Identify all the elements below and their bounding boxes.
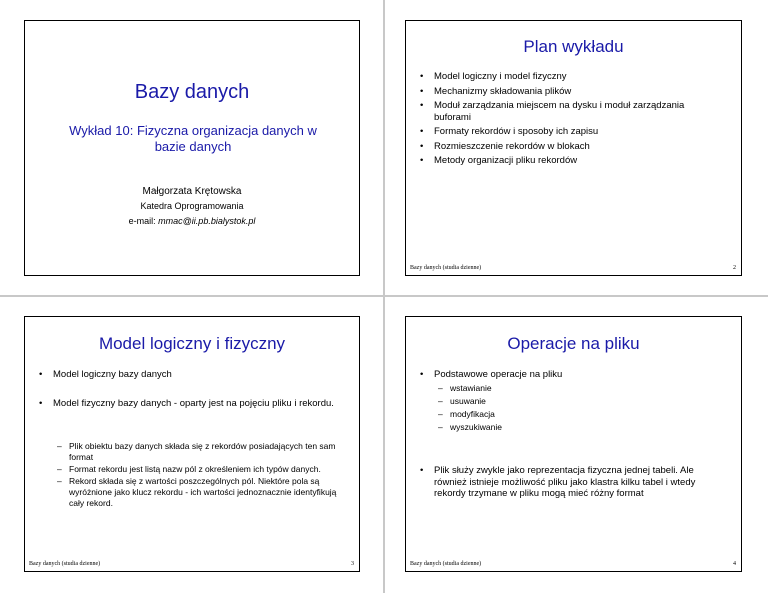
bullet-item: • Mechanizmy składowania plików — [418, 86, 718, 98]
slide-4-title: Operacje na pliku — [507, 334, 640, 353]
slide-1-subtitle: Wykład 10: Fizyczna organizacja danych w bazie danych — [69, 123, 317, 154]
slide-3 — [24, 316, 360, 572]
slide-4-bullet-list-top — [418, 369, 723, 381]
email-address: mmac@ii.pb.bialystok.pl — [158, 216, 256, 226]
author-name: Małgorzata Krętowska — [142, 186, 242, 197]
slide-1-author-block — [25, 184, 359, 229]
bullet-item: • Metody organizacji pliku rekordów — [418, 155, 718, 167]
bullet-item: • Rozmieszczenie rekordów w blokach — [418, 141, 718, 153]
bullet-item: • Model logiczny bazy danych — [37, 369, 337, 381]
slide-4-bullet-list-bottom — [418, 465, 723, 500]
slide-page-number: 3 — [351, 561, 354, 567]
slide-footer: Bazy danych (studia dzienne) — [410, 561, 482, 567]
slide-4 — [405, 316, 742, 572]
slide-page-number: 4 — [733, 561, 736, 567]
subbullet-item: – wyszukiwanie — [434, 422, 714, 433]
subbullet-item: – Rekord składa się z wartości poszczególnych pól. Niektóre pola są wyróżnione jako klucz rekordu - ich wartości jednoznacznie identyfikują cały rekord. — [53, 476, 343, 509]
bullet-item: • Plik służy zwykle jako reprezentacja fizyczna jednej tabeli. Ale również istnieje możliwość pliku jako klastra kilku tabel i wtedy rekordy trzymane w pliku mogą mieć różny format — [418, 465, 723, 500]
bullet-item: • Model logiczny i model fizyczny — [418, 71, 718, 83]
email-label: e-mail: — [128, 216, 159, 226]
slide-1 — [24, 20, 360, 276]
subbullet-item: – wstawianie — [434, 383, 714, 394]
bullet-item: • Model fizyczny bazy danych - oparty jest na pojęciu pliku i rekordu. — [37, 398, 337, 410]
slide-2 — [405, 20, 742, 276]
slide-4-subbullet-list — [434, 382, 714, 433]
slide-footer: Bazy danych (studia dzienne) — [29, 561, 101, 567]
subbullet-item: – usuwanie — [434, 396, 714, 407]
subbullet-item: – Plik obiektu bazy danych składa się z rekordów posiadających ten sam format — [53, 441, 343, 463]
subbullet-item: – modyfikacja — [434, 409, 714, 420]
email-line — [25, 214, 359, 229]
slide-2-bullet-list — [418, 71, 718, 167]
department: Katedra Oprogramowania — [140, 201, 244, 211]
bullet-item: • Moduł zarządzania miejscem na dysku i moduł zarządzania buforami — [418, 100, 718, 123]
bullet-item: • Podstawowe operacje na pliku — [418, 369, 723, 381]
slide-3-bullet-list — [37, 369, 337, 409]
slide-page-number: 2 — [733, 265, 736, 271]
slide-footer: Bazy danych (studia dzienne) — [410, 265, 482, 271]
bullet-item: • Formaty rekordów i sposoby ich zapisu — [418, 126, 718, 138]
slide-1-title: Bazy danych — [134, 81, 250, 103]
slide-2-title: Plan wykładu — [523, 37, 624, 56]
subbullet-item: – Format rekordu jest listą nazw pól z określeniem ich typów danych. — [53, 464, 343, 475]
slide-3-subbullet-list — [53, 441, 343, 509]
slide-3-title: Model logiczny i fizyczny — [98, 334, 286, 353]
page-divider-horizontal — [0, 295, 768, 297]
